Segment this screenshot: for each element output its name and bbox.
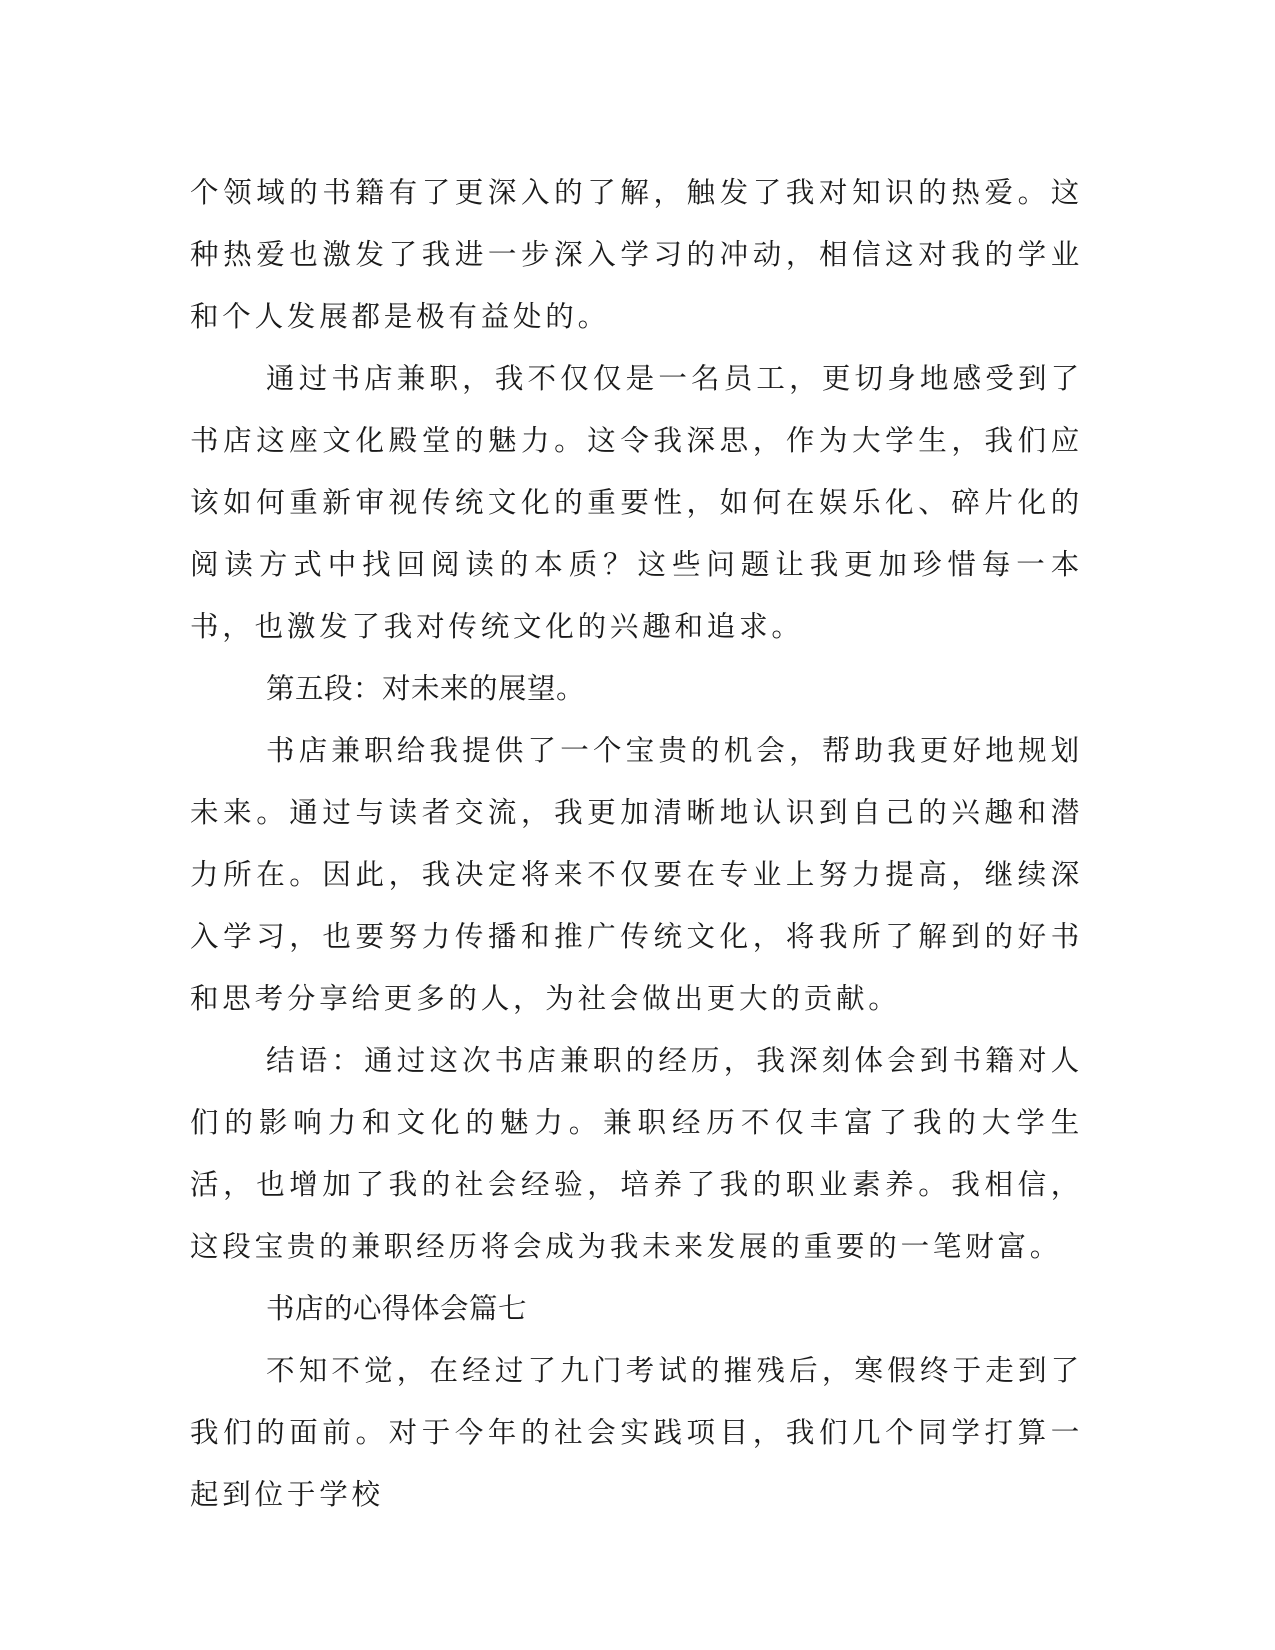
section-heading-future: 第五段：对未来的展望。 xyxy=(266,672,586,705)
paragraph-bookstore-culture: 通过书店兼职，我不仅仅是一名员工，更切身地感受到了书店这座文化殿堂的魅力。这令我深思，作为大学生，我们应该如何重新审视传统文化的重要性，如何在娱乐化、碎片化的阅读方式中找回阅读的本质？这些问题让我更加珍惜每一本书，也激发了我对传统文化的兴趣和追求。 xyxy=(190,362,1083,643)
article-title-part-seven: 书店的心得体会篇七 xyxy=(266,1292,528,1325)
paragraph-winter-vacation: 不知不觉，在经过了九门考试的摧残后，寒假终于走到了我们的面前。对于今年的社会实践项目，我们几个同学打算一起到位于学校 xyxy=(190,1354,1083,1511)
paragraph-future-plans: 书店兼职给我提供了一个宝贵的机会，帮助我更好地规划未来。通过与读者交流，我更加清晰地认识到自己的兴趣和潜力所在。因此，我决定将来不仅要在专业上努力提高，继续深入学习，也要努力传播和推广传统文化，将我所了解到的好书和思考分享给更多的人，为社会做出更大的贡献。 xyxy=(190,734,1083,1015)
paragraph-conclusion: 结语：通过这次书店兼职的经历，我深刻体会到书籍对人们的影响力和文化的魅力。兼职经历不仅丰富了我的大学生活，也增加了我的社会经验，培养了我的职业素养。我相信，这段宝贵的兼职经历将会成为我未来发展的重要的一笔财富。 xyxy=(190,1044,1083,1263)
paragraph-continuation: 个领域的书籍有了更深入的了解，触发了我对知识的热爱。这种热爱也激发了我进一步深入学习的冲动，相信这对我的学业和个人发展都是极有益处的。 xyxy=(190,176,1083,333)
document-body xyxy=(190,162,1083,1526)
